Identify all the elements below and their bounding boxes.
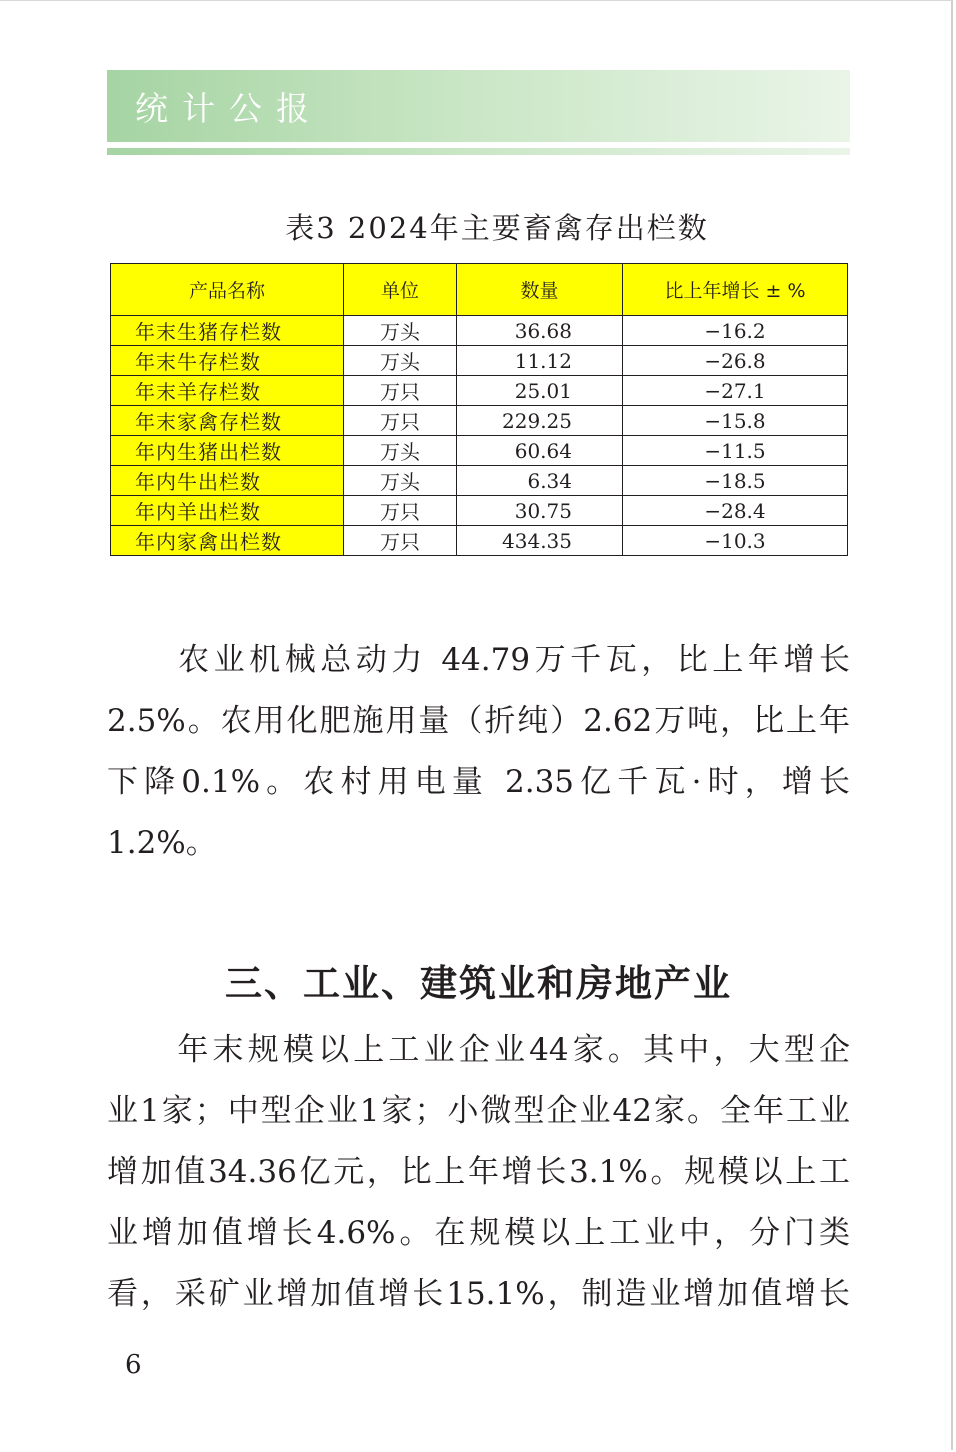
- column-header-name: 产品名称: [111, 264, 344, 316]
- table-title: 表3 2024年主要畜禽存出栏数: [285, 211, 709, 245]
- cell-quantity: 229.25: [457, 406, 623, 436]
- column-header-change: 比上年增长 ± %: [623, 264, 848, 316]
- cell-unit: 万只: [344, 496, 457, 526]
- table-row: [111, 316, 848, 346]
- paragraph-line: 增加值34.36亿元，比上年增长3.1%。规模以上工: [107, 1154, 850, 1190]
- cell-quantity: 25.01: [457, 376, 623, 406]
- cell-quantity: 60.64: [457, 436, 623, 466]
- cell-name: 年内家禽出栏数: [111, 526, 344, 556]
- section-heading: 三、工业、建筑业和房地产业: [225, 961, 732, 1005]
- cell-quantity: 434.35: [457, 526, 623, 556]
- cell-change: −27.1: [623, 376, 848, 406]
- cell-quantity: 6.34: [457, 466, 623, 496]
- table-row: [111, 346, 848, 376]
- cell-unit: 万只: [344, 526, 457, 556]
- paragraph-line: 业1家；中型企业1家；小微型企业42家。全年工业: [107, 1093, 850, 1129]
- cell-change: −26.8: [623, 346, 848, 376]
- cell-change: −15.8: [623, 406, 848, 436]
- cell-name: 年内生猪出栏数: [111, 436, 344, 466]
- column-header-unit: 单位: [344, 264, 457, 316]
- paragraph-line: 业增加值增长4.6%。在规模以上工业中，分门类: [107, 1215, 850, 1251]
- cell-name: 年末生猪存栏数: [111, 316, 344, 346]
- cell-unit: 万只: [344, 406, 457, 436]
- cell-unit: 万头: [344, 346, 457, 376]
- cell-change: −18.5: [623, 466, 848, 496]
- paragraph-agriculture: [107, 630, 850, 874]
- cell-unit: 万只: [344, 376, 457, 406]
- cell-unit: 万头: [344, 316, 457, 346]
- table-row: [111, 376, 848, 406]
- paragraph-industry: [107, 1020, 850, 1325]
- header-band: [107, 70, 850, 142]
- cell-change: −11.5: [623, 436, 848, 466]
- cell-name: 年末牛存栏数: [111, 346, 344, 376]
- cell-name: 年内羊出栏数: [111, 496, 344, 526]
- paragraph-line: 农业机械总动力 44.79万千瓦，比上年增长: [107, 642, 850, 678]
- header-divider: [107, 148, 850, 155]
- paragraph-line: 下降0.1%。农村用电量 2.35亿千瓦·时，增长: [107, 764, 850, 800]
- cell-name: 年末家禽存栏数: [111, 406, 344, 436]
- table-row: [111, 466, 848, 496]
- cell-quantity: 36.68: [457, 316, 623, 346]
- page-number: 6: [125, 1350, 142, 1380]
- table-row: [111, 526, 848, 556]
- cell-unit: 万头: [344, 436, 457, 466]
- table-header-row: [111, 264, 848, 316]
- cell-name: 年内牛出栏数: [111, 466, 344, 496]
- paragraph-line: 2.5%。农用化肥施用量（折纯）2.62万吨，比上年: [107, 703, 850, 739]
- table-row: [111, 406, 848, 436]
- cell-unit: 万头: [344, 466, 457, 496]
- paragraph-line: 年末规模以上工业企业44家。其中，大型企: [107, 1032, 850, 1068]
- cell-name: 年末羊存栏数: [111, 376, 344, 406]
- livestock-table: [110, 263, 848, 556]
- paragraph-line: 看，采矿业增加值增长15.1%，制造业增加值增长: [107, 1276, 850, 1312]
- cell-change: −10.3: [623, 526, 848, 556]
- cell-quantity: 11.12: [457, 346, 623, 376]
- cell-change: −28.4: [623, 496, 848, 526]
- cell-change: −16.2: [623, 316, 848, 346]
- cell-quantity: 30.75: [457, 496, 623, 526]
- paragraph-line: 1.2%。: [107, 825, 217, 861]
- table-row: [111, 436, 848, 466]
- header-title: 统计公报: [135, 89, 323, 128]
- table-row: [111, 496, 848, 526]
- column-header-quantity: 数量: [457, 264, 623, 316]
